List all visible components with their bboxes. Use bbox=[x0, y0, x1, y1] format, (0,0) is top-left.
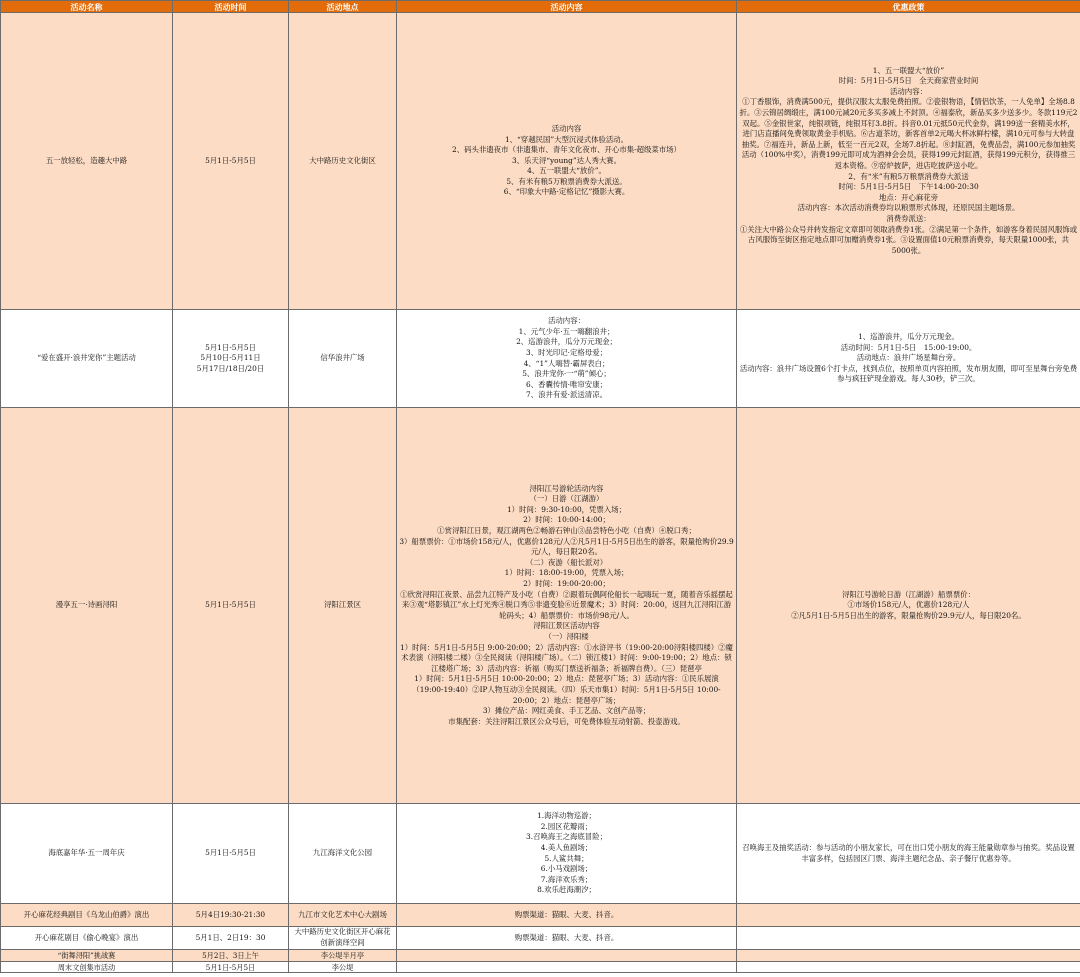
cell-discount-policy-line: 地点：开心麻花旁 bbox=[878, 192, 939, 202]
cell-activity-time bbox=[173, 950, 289, 962]
cell-activity-content-line: 2、巡游浪井，瓜分万元现金； bbox=[516, 337, 617, 347]
cell-activity-name: 开心麻花经典剧目《乌龙山伯爵》演出 bbox=[1, 904, 173, 927]
cell-discount-policy bbox=[737, 310, 1080, 408]
cell-activity-content-line: 1）时间：5月1日-5月5日 10:00-20:00；2）地点：琵琶亭广场；3）活动内容：①民乐展演（19:00-19:40）②IP人物互动③全民阅读。（四）乐天市集1）时间：5月1日-5月5日 10:00-20:00；2）地点：琵琶亭广场； bbox=[412, 674, 721, 705]
cell-activity-content-line: 6.小马戏剧场； bbox=[540, 864, 593, 874]
header-activity-time: 活动时间 bbox=[173, 1, 289, 13]
cell-activity-location-line: 大中路历史文化街区 bbox=[309, 155, 376, 165]
cell-discount-policy-line: 活动内容： bbox=[890, 86, 927, 96]
cell-activity-location bbox=[289, 13, 397, 310]
cell-activity-content bbox=[397, 310, 737, 408]
cell-activity-content-line: 7.海洋欢乐秀； bbox=[540, 874, 593, 884]
cell-activity-name: 开心麻花剧目《偷心晚宴》演出 bbox=[1, 927, 173, 950]
cell-activity-time bbox=[173, 13, 289, 310]
cell-activity-content bbox=[397, 927, 737, 950]
table-row bbox=[1, 804, 1080, 904]
cell-activity-content-line: 2.园区花瓣雨； bbox=[540, 821, 593, 831]
cell-activity-time bbox=[173, 927, 289, 950]
cell-activity-content-line: 1）时间：9:30-10:00，凭票入场； bbox=[506, 504, 626, 514]
cell-activity-content-line: （一）日游（江湖游） bbox=[529, 494, 604, 504]
cell-discount-policy bbox=[737, 927, 1080, 950]
cell-activity-time bbox=[173, 904, 289, 927]
cell-discount-policy-line: 召唤海王及抽奖活动：参与活动的小朋友家长，可在出口凭小朋友的海王能量勋章参与抽奖。奖品设置丰富多样，包括园区门票、海洋主题纪念品、亲子餐厅优惠券等。 bbox=[742, 842, 1075, 863]
cell-activity-content-line: 1.海洋动物巡游； bbox=[537, 811, 596, 821]
cell-discount-policy bbox=[737, 804, 1080, 904]
cell-activity-content-line: 5、浪井宠你·一“萌”倾心； bbox=[522, 369, 611, 379]
cell-activity-content-line: 3）船票票价：①市场价158元/人，优惠价128元/人②凡5月1日-5月5日出生的游客，限量抢购价29.9元/人，每日限20名。 bbox=[399, 536, 734, 557]
cell-discount-policy-line: 活动内容：浪井广场设置6个打卡点，找到点位，按照单页内容拍照，发布朋友圈，即可至星舞台旁免费参与疯狂铲现金游戏。每人30秒，铲三次。 bbox=[739, 363, 1078, 384]
cell-activity-location-line: 浔阳江景区 bbox=[324, 600, 361, 610]
cell-activity-content-line: 2）时间：19:00-20:00； bbox=[523, 579, 610, 589]
cell-activity-location-line: 李公堤半月亭 bbox=[320, 951, 365, 960]
header-activity-location: 活动地点 bbox=[289, 1, 397, 13]
cell-activity-content bbox=[397, 950, 737, 962]
table-row bbox=[1, 408, 1080, 804]
cell-activity-content-line: ①欣赏浔阳江夜景、品尝九江特产及小吃（自费）②跟着玩偶阿伦船长一起嗨玩一夏，随着音乐摇摆起来③观“塔影镇江”水上灯光秀④脱口秀⑤非遗变脸⑥近景魔术；3）时间：20:00，返回九江浔阳江游轮码头；4）船票票价：市场价98元/人。 bbox=[400, 589, 733, 620]
cell-activity-content bbox=[397, 962, 737, 973]
cell-discount-policy bbox=[737, 962, 1080, 973]
cell-activity-time-line: 5月1日-5月5日 bbox=[205, 848, 256, 858]
cell-activity-time-line: 5月10日-5月11日 bbox=[200, 353, 261, 363]
table-row bbox=[1, 950, 1080, 962]
cell-discount-policy-line: 1、五一联盟大“放价” bbox=[872, 65, 945, 75]
cell-activity-content-line: 1）时间：5月1日-5月5日 9:00-20:00；2）活动内容：①水浒评书（19:00-20:00浔阳楼四楼）②魔术表演（浔阳楼二楼）③全民阅读（浔阳楼广场）。（二）锁江楼1）时间：9:00-19:00；2）地点：锁江楼塔广场；3）活动内容：祈福（购买门票送祈福条；祈福牌自费）。（三）琵琶亭 bbox=[400, 642, 733, 673]
cell-activity-content-line: 2）时间：10:00-14:00； bbox=[523, 515, 610, 525]
cell-activity-name: “爱在盛开·浪井宠你”主题活动 bbox=[1, 310, 173, 408]
cell-activity-content-line: 5、有米有粮5万粮票消费券大派送。 bbox=[506, 176, 627, 186]
cell-activity-content-line: 4、“1”人嗨替·霸屏表白； bbox=[523, 358, 610, 368]
cell-activity-location bbox=[289, 962, 397, 973]
cell-activity-location bbox=[289, 927, 397, 950]
cell-activity-time-line: 5月2日、3日上午 bbox=[202, 951, 259, 960]
table-row bbox=[1, 310, 1080, 408]
cell-activity-content-line: ①赏浔阳江日景，观江湖两色②畅游石钟山③品尝特色小吃（自费）④脱口秀； bbox=[437, 526, 696, 536]
cell-activity-content-line: 8.欢乐赶海潮汐； bbox=[537, 885, 596, 895]
table-row bbox=[1, 962, 1080, 973]
cell-activity-location-line: 李公堤 bbox=[331, 962, 354, 972]
cell-activity-location-line: 信华浪井广场 bbox=[320, 353, 365, 363]
cell-activity-name: 周末文创集市活动 bbox=[1, 962, 173, 973]
cell-discount-policy-line: 消费券派送： bbox=[886, 213, 931, 223]
cell-discount-policy-line: 2、有“米”有粮5万粮票消费券大派送 bbox=[848, 171, 969, 181]
cell-activity-content-line: 6、“印象大中路·定格记忆”摄影大赛。 bbox=[503, 187, 630, 197]
cell-activity-content bbox=[397, 904, 737, 927]
cell-activity-location-line: 九江海洋文化公园 bbox=[312, 848, 373, 858]
cell-activity-content-line: 购票渠道：猫眼、大麦、抖音。 bbox=[514, 932, 619, 942]
cell-activity-name: “街舞浔阳”挑战赛 bbox=[1, 950, 173, 962]
cell-discount-policy-line: ①丁香服饰，消费满500元，提供汉服太太服免费拍照。②瓷银物语，【情侣饮茶，一人免单】全场8.8折。③云锦居绸缎庄，满100元减20元多买多减上不封顶。④福泰欣，新品买多少送多少。冬款119元2双起。⑤金银世家，纯银项链，纯银耳钉3.8折。抖音0.01元抵50元代金券，满199送一套精美水杯，进门店直播间免费领取黄金手机贴。⑥古道茶坊，新客首单2元喝大杯冰鲜柠檬，满10元可参与大转盘抽奖。⑦福连升，新品上新，低至一百元2双，全场7.8折起。⑧封缸酒，免费品尝，满100元参加抽奖活动（100%中奖），消费199元即可成为酒神会会员，获得199元封缸酒，获得199元积分，获得推三返本资格。⑨窑炉披萨，进店吃披萨送小吃。 bbox=[739, 97, 1078, 170]
cell-activity-content-line: 浔阳江号游轮活动内容 bbox=[529, 483, 604, 493]
cell-activity-time-line: 5月1日、2日19：30 bbox=[195, 932, 266, 942]
cell-activity-location-line: 九江市文化艺术中心大剧场 bbox=[298, 909, 387, 919]
cell-activity-content-line: 3.召唤海王之海底冒险； bbox=[526, 832, 607, 842]
cell-activity-content bbox=[397, 804, 737, 904]
cell-activity-location bbox=[289, 950, 397, 962]
header-activity-content: 活动内容 bbox=[397, 1, 737, 13]
cell-discount-policy-line: 浔阳江号游轮日游（江湖游）船票票价： bbox=[841, 589, 976, 599]
cell-activity-content-line: 浔阳江景区活动内容 bbox=[533, 621, 600, 631]
cell-activity-content-line: 7、浪井有爱·派送清凉。 bbox=[526, 390, 607, 400]
cell-activity-time-line: 5月1日-5月5日 bbox=[205, 155, 256, 165]
cell-activity-time bbox=[173, 962, 289, 973]
cell-activity-content-line: 1、元气少年·五一嗨翻浪井； bbox=[518, 326, 615, 336]
cell-activity-time-line: 5月4日19:30-21:30 bbox=[195, 909, 266, 919]
cell-activity-location bbox=[289, 408, 397, 804]
cell-activity-content bbox=[397, 408, 737, 804]
cell-activity-content-line: 3、乐天浔“young”达人秀大赛。 bbox=[511, 155, 622, 165]
cell-activity-content-line: 5.人鲨共舞； bbox=[544, 853, 589, 863]
cell-discount-policy-line: 1、巡游浪井，瓜分万元现金。 bbox=[858, 332, 959, 342]
cell-activity-content-line: 4.美人鱼剧场； bbox=[540, 842, 593, 852]
cell-discount-policy bbox=[737, 904, 1080, 927]
cell-activity-time bbox=[173, 408, 289, 804]
cell-activity-content-line: 活动内容： bbox=[548, 316, 585, 326]
cell-discount-policy-line: ②凡5月1日-5月5日出生的游客，限量抢购价29.9元/人，每日限20名。 bbox=[791, 610, 1026, 620]
cell-activity-location bbox=[289, 804, 397, 904]
cell-discount-policy-line: 活动时间：5月1日-5日 15:00-19:00。 bbox=[840, 342, 977, 352]
header-row bbox=[1, 1, 1080, 13]
cell-activity-content-line: 1、“穿越民国”大型沉浸式体验活动。 bbox=[504, 134, 629, 144]
header-discount-policy: 优惠政策 bbox=[737, 1, 1080, 13]
cell-activity-content-line: 3、时光印记·定格母爱； bbox=[526, 347, 607, 357]
cell-activity-time bbox=[173, 804, 289, 904]
cell-activity-content-line: 6、香囊传情·唯帘安康； bbox=[526, 379, 607, 389]
cell-discount-policy-line: 时间：5月1日-5月5日 下午14:00-20:30 bbox=[838, 182, 979, 192]
cell-activity-content-line: 4、五一联盟大“放价”。 bbox=[527, 166, 606, 176]
cell-discount-policy-line: 活动内容：本次活动消费券均以粮票形式体现，还原民国主题场景。 bbox=[797, 203, 1020, 213]
cell-activity-content-line: （二）夜游（船长派对） bbox=[525, 557, 608, 567]
header-activity-name: 活动名称 bbox=[1, 1, 173, 13]
cell-discount-policy-line: 活动地点：浪井广场星舞台旁。 bbox=[856, 353, 961, 363]
cell-activity-name: 漫享五一·诗画浔阳 bbox=[1, 408, 173, 804]
cell-activity-name: 海底嘉年华·五一周年庆 bbox=[1, 804, 173, 904]
cell-discount-policy-line: ①市场价158元/人，优惠价128元/人 bbox=[847, 600, 970, 610]
cell-activity-location bbox=[289, 310, 397, 408]
cell-activity-content bbox=[397, 13, 737, 310]
cell-activity-time-line: 5月1日-5月5日 bbox=[205, 962, 256, 972]
cell-activity-location bbox=[289, 904, 397, 927]
cell-discount-policy bbox=[737, 13, 1080, 310]
cell-activity-content-line: 市集配套：关注浔阳江景区公众号后，可免费体验互动射箭、投壶游戏。 bbox=[448, 716, 685, 726]
cell-discount-policy bbox=[737, 950, 1080, 962]
cell-activity-content-line: 活动内容 bbox=[551, 123, 582, 133]
cell-discount-policy bbox=[737, 408, 1080, 804]
cell-discount-policy-line: 时间：5月1日-5月5日 全天商家营业时间 bbox=[838, 76, 979, 86]
cell-activity-content-line: 2、码头非遗夜市（非遗集市、青年文化夜市、开心市集-超级菜市场） bbox=[452, 145, 681, 155]
cell-activity-time bbox=[173, 310, 289, 408]
cell-activity-content-line: 3）摊位产品：网红美食、手工艺品、文创产品等； bbox=[482, 706, 651, 716]
cell-activity-time-line: 5月1日-5月5日 bbox=[205, 600, 256, 610]
cell-discount-policy-line: ①关注大中路公众号并转发指定文章即可领取消费券1张。②满足第一个条件，如游客身着民国风服饰或古风服饰至街区指定地点即可加赠消费券1张。③设置面值10元粮票消费券，每天限量1000张，共5000张。 bbox=[739, 224, 1078, 255]
cell-activity-content-line: 1）时间：18:00-19:00，凭票入场； bbox=[504, 568, 629, 578]
cell-activity-content-line: 购票渠道：猫眼、大麦、抖音。 bbox=[514, 909, 619, 919]
cell-activity-content-line: （一）浔阳楼 bbox=[544, 631, 589, 641]
cell-activity-location-line: 大中路历史文化街区开心麻花创新演绎空间 bbox=[294, 927, 391, 947]
table-row bbox=[1, 13, 1080, 310]
cell-activity-time-line: 5月1日-5月5日 bbox=[205, 342, 256, 352]
table-row bbox=[1, 904, 1080, 927]
cell-activity-time-line: 5月17日/18日/20日 bbox=[196, 363, 265, 373]
cell-activity-name: 五一放轻松，造趣大中路 bbox=[1, 13, 173, 310]
table-row bbox=[1, 927, 1080, 950]
